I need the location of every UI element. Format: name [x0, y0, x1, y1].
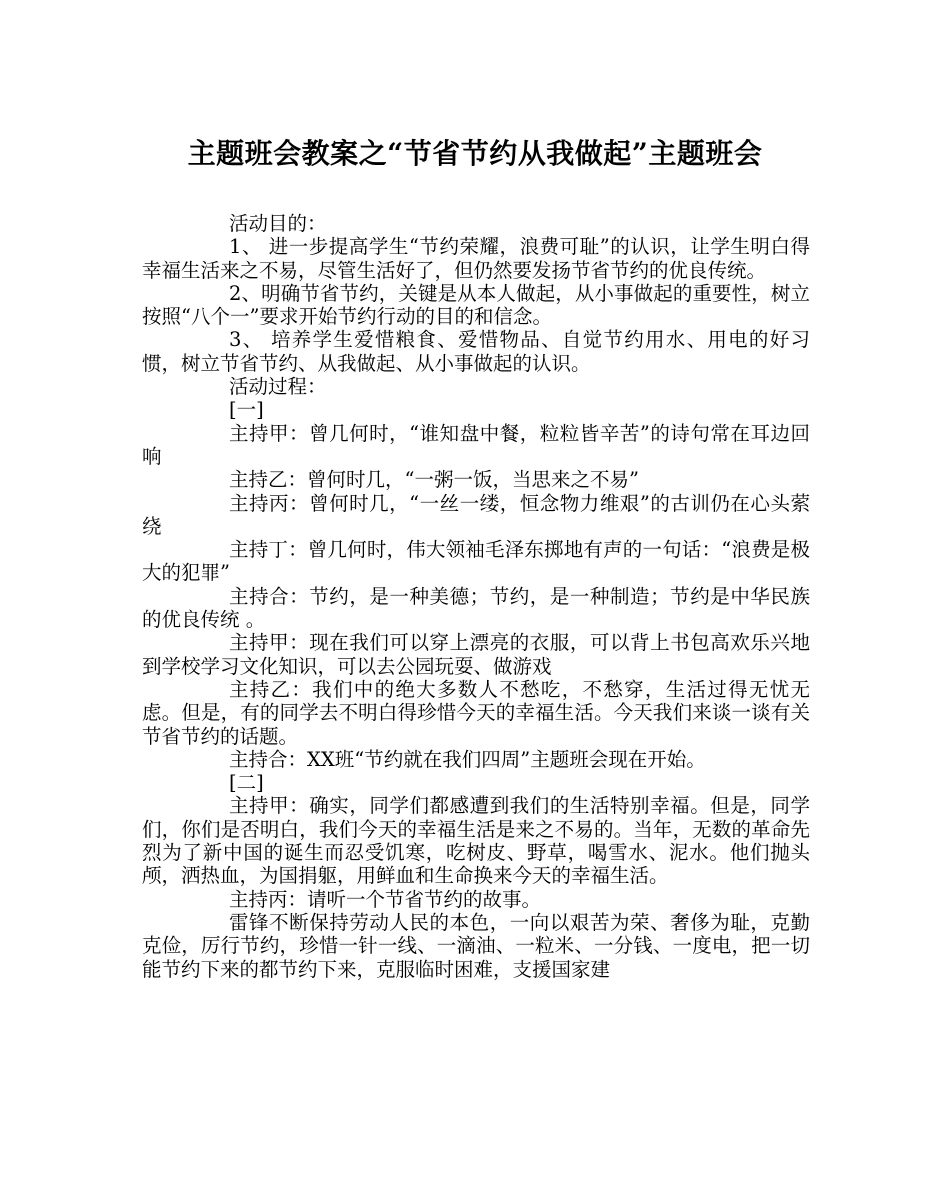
- paragraph: 主持甲：确实，同学们都感遭到我们的生活特别幸福。但是，同学们，你们是否明白，我们今天的幸福生活是来之不易的。当年，无数的革命先烈为了新中国的诞生而忍受饥寒，吃树皮、野草，喝雪水、泥水。他们抛头颅，洒热血，为国捐躯，用鲜血和生命换来今天的幸福生活。: [142, 794, 810, 888]
- paragraph: 1、 进一步提高学生“节约荣耀，浪费可耻”的认识，让学生明白得幸福生活来之不易，尽管生活好了，但仍然要发扬节省节约的优良传统。: [142, 235, 810, 282]
- paragraph: 2、明确节省节约，关键是从本人做起，从小事做起的重要性，树立按照“八个一”要求开始节约行动的目的和信念。: [142, 281, 810, 329]
- paragraph: 主持合：XX班“节约就在我们四周”主题班会现在开始。: [229, 747, 706, 771]
- paragraph: 主持乙：曾何时几，“一粥一饭，当思来之不易”: [229, 468, 639, 492]
- paragraph: 主持乙：我们中的绝大多数人不愁吃，不愁穿，生活过得无忧无虑。但是，有的同学去不明白得珍惜今天的幸福生活。今天我们来谈一谈有关节省节约的话题。: [142, 677, 810, 748]
- paragraph: 主持丙：曾何时几，“一丝一缕，恒念物力维艰”的古训仍在心头萦绕: [142, 491, 810, 538]
- document-body: [142, 212, 810, 981]
- paragraph: 主持丙：请听一个节省节约的故事。: [229, 887, 542, 911]
- paragraph: 主持甲：曾几何时，“谁知盘中餐，粒粒皆辛苦”的诗句常在耳边回响: [142, 421, 810, 468]
- paragraph: 主持合：节约，是一种美德；节约，是一种制造；节约是中华民族的优良传统 。: [142, 584, 810, 632]
- paragraph: 主持丁：曾几何时，伟大领袖毛泽东掷地有声的一句话：“浪费是极大的犯罪”: [142, 538, 810, 585]
- paragraph: 活动目的：: [229, 212, 327, 235]
- paragraph: [二]: [229, 771, 264, 795]
- paragraph: 雷锋不断保持劳动人民的本色，一向以艰苦为荣、奢侈为耻，克勤克俭，厉行节约，珍惜一针一线、一滴油、一粒米、一分钱、一度电，把一切能节约下来的都节约下来，克服临时困难，支援国家建: [142, 910, 810, 981]
- paragraph: 3、 培养学生爱惜粮食、爱惜物品、自觉节约用水、用电的好习惯，树立节省节约、从我做起、从小事做起的认识。: [142, 328, 810, 375]
- paragraph: 主持甲：现在我们可以穿上漂亮的衣服，可以背上书包高欢乐兴地到学校学习文化知识，可以去公园玩耍、做游戏: [142, 631, 810, 678]
- paragraph: 活动过程：: [229, 375, 327, 399]
- paragraph: [一]: [229, 398, 264, 422]
- document-title: 主题班会教案之“节省节约从我做起”主题班会: [187, 137, 763, 170]
